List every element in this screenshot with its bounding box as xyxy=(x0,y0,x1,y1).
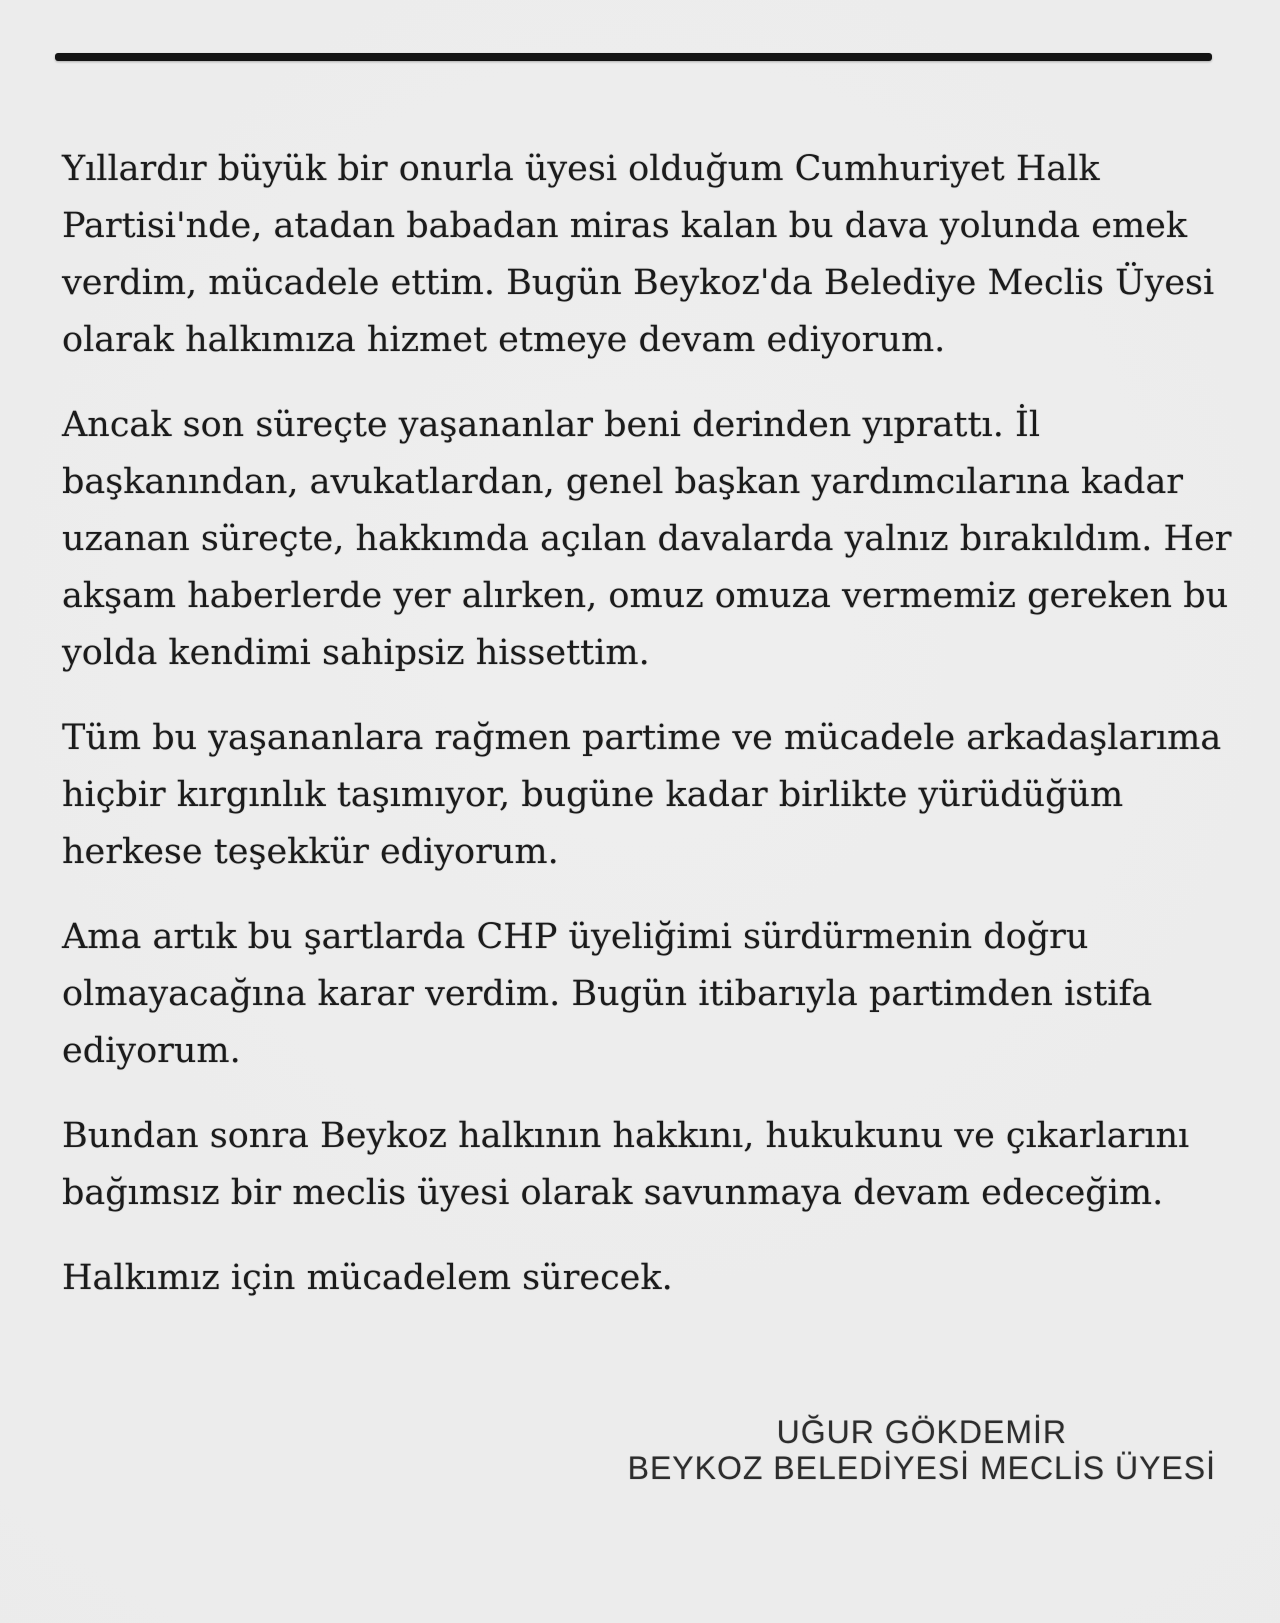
signature-name: UĞUR GÖKDEMİR xyxy=(776,1414,1067,1450)
paragraph-line: Yıllardır büyük bir onurla üyesi olduğum Cumhuriyet Halk xyxy=(62,149,1100,189)
paragraph-line: olmayacağına karar verdim. Bugün itibarıyla partimden istifa xyxy=(62,974,1153,1014)
paragraph xyxy=(62,141,1225,369)
paragraph-line: olarak halkımıza hizmet etmeye devam ediyorum. xyxy=(62,320,946,360)
paragraph-line: Tüm bu yaşananlara rağmen partime ve mücadele arkadaşlarıma xyxy=(62,718,1222,758)
statement-body xyxy=(62,141,1232,1335)
paragraph-line: Halkımız için mücadelem sürecek. xyxy=(62,1258,673,1298)
paragraph-line: verdim, mücadele ettim. Bugün Beykoz'da Belediye Meclis Üyesi xyxy=(62,263,1215,303)
paragraph-line: uzanan süreçte, hakkımda açılan davalarda yalnız bırakıldım. Her xyxy=(62,519,1232,559)
paragraph xyxy=(62,710,1225,881)
paragraph-line: bağımsız bir meclis üyesi olarak savunmaya devam edeceğim. xyxy=(62,1173,1164,1213)
paragraph-line: akşam haberlerde yer alırken, omuz omuza vermemiz gereken bu xyxy=(62,576,1229,616)
paragraph-line: Ancak son süreçte yaşananlar beni derinden yıprattı. İl xyxy=(62,405,1041,445)
paragraph xyxy=(62,1250,1225,1307)
paragraph-line: herkese teşekkür ediyorum. xyxy=(62,832,559,872)
top-divider-rule xyxy=(55,53,1212,61)
paragraph-line: yolda kendimi sahipsiz hissettim. xyxy=(62,633,650,673)
paragraph xyxy=(62,397,1232,682)
signature-title: BEYKOZ BELEDİYESİ MECLİS ÜYESİ xyxy=(627,1450,1216,1486)
paragraph xyxy=(62,909,1225,1080)
signature-block xyxy=(628,1414,1216,1486)
paragraph-line: ediyorum. xyxy=(62,1031,241,1071)
paragraph-line: başkanından, avukatlardan, genel başkan yardımcılarına kadar xyxy=(62,462,1184,502)
paragraph-line: hiçbir kırgınlık taşımıyor, bugüne kadar birlikte yürüdüğüm xyxy=(62,775,1124,815)
paragraph-line: Bundan sonra Beykoz halkının hakkını, hukukunu ve çıkarlarını xyxy=(62,1116,1190,1156)
paragraph xyxy=(62,1108,1225,1222)
paragraph-line: Ama artık bu şartlarda CHP üyeliğimi sürdürmenin doğru xyxy=(62,917,1089,957)
paragraph-line: Partisi'nde, atadan babadan miras kalan bu dava yolunda emek xyxy=(62,206,1188,246)
